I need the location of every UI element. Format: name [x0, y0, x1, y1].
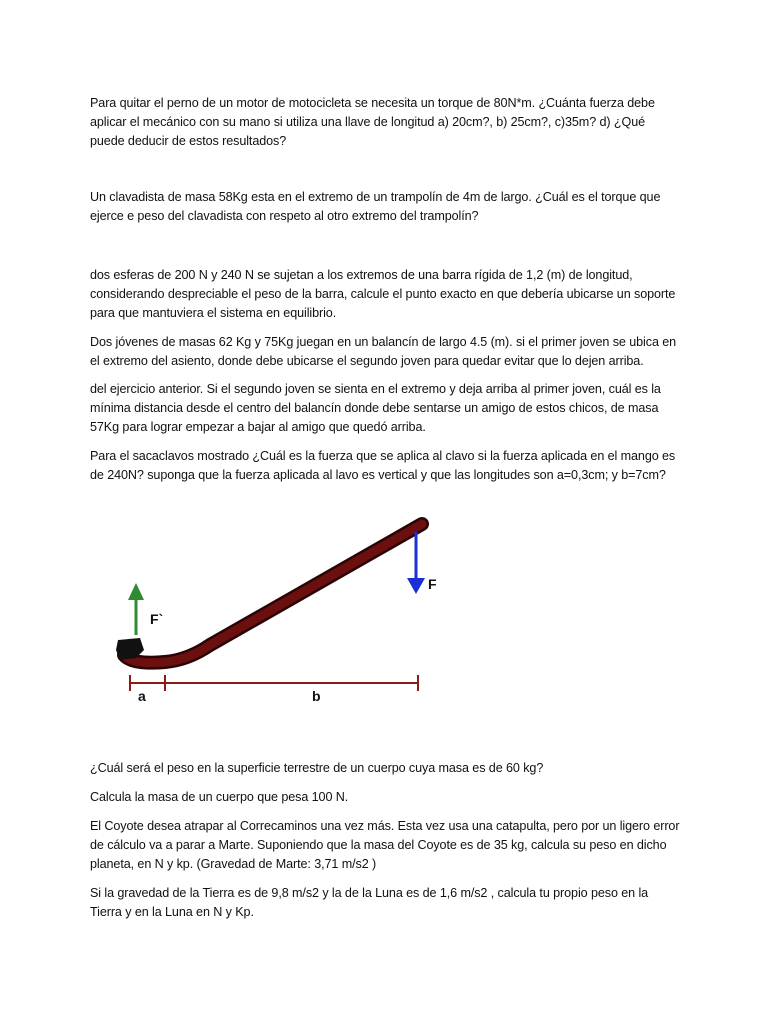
problem-nail-puller: Para el sacaclavos mostrado ¿Cuál es la fuerza que se aplica al clavo si la fuerza aplicada en el mango es de 240N? suponga que la fuerza aplicada al lavo es vertical y que las longitudes son a=0,3cm; y b=7cm?	[90, 449, 676, 482]
label-a: a	[138, 688, 146, 704]
problem-earth-moon-weight: Si la gravedad de la Tierra es de 9,8 m/s2 y la de la Luna es de 1,6 m/s2 , calcula tu propio peso en la Tierra y en la Luna en N y Kp.	[90, 886, 649, 919]
problem-mass-from-weight: Calcula la masa de un cuerpo que pesa 100 N.	[90, 790, 349, 804]
nail-puller-diagram	[110, 510, 440, 705]
problem-diver-torque: Un clavadista de masa 58Kg esta en el extremo de un trampolín de 4m de largo. ¿Cuál es el torque que ejerce e peso del clavadista con respeto al otro extremo del trampolín?	[90, 190, 661, 223]
problem-coyote-mars: El Coyote desea atrapar al Correcaminos una vez más. Esta vez usa una catapulta, pero por un ligero error de cálculo va a parar a Marte. Suponiendo que la masa del Coyote es de 35 kg, calcula su peso en dicho planeta, en N y kp. (Gravedad de Marte: 3,71 m/s2 )	[90, 819, 680, 871]
problem-seesaw-friend: del ejercicio anterior. Si el segundo joven se sienta en el extremo y deja arriba al primer joven, cuál es la mínima distancia desde el centro del balancín donde debe sentarse un amigo de estos chicos, de masa 57Kg para lograr empezar a bajar al amigo que quedó arriba.	[90, 382, 661, 434]
nail-puller-figure	[110, 510, 440, 705]
problem-spheres-bar: dos esferas de 200 N y 240 N se sujetan a los extremos de una barra rígida de 1,2 (m) de longitud, considerando despreciable el peso de la barra, calcule el punto exacto en que debería ubicarse un soporte para que mantuviera el sistema en equilibrio.	[90, 268, 676, 320]
problem-weight-earth: ¿Cuál será el peso en la superficie terrestre de un cuerpo cuya masa es de 60 kg?	[90, 761, 544, 775]
label-f-prime: F`	[150, 611, 164, 627]
label-b: b	[312, 688, 321, 704]
up-force-arrow-head	[128, 583, 144, 600]
down-force-arrow-head	[407, 578, 425, 594]
lever-bar	[124, 524, 422, 663]
label-f: F	[428, 576, 437, 592]
problem-torque-wrench: Para quitar el perno de un motor de motocicleta se necesita un torque de 80N*m. ¿Cuánta fuerza debe aplicar el mecánico con su mano si utiliza una llave de longitud a) 20cm?, b) 25cm?, c)35m? d) ¿Qué puede deducir de estos resultados?	[90, 96, 655, 148]
problem-seesaw: Dos jóvenes de masas 62 Kg y 75Kg juegan en un balancín de largo 4.5 (m). si el primer joven se ubica en el extremo del asiento, donde debe ubicarse el segundo joven para quedar evitar que lo dejen arriba.	[90, 335, 677, 368]
